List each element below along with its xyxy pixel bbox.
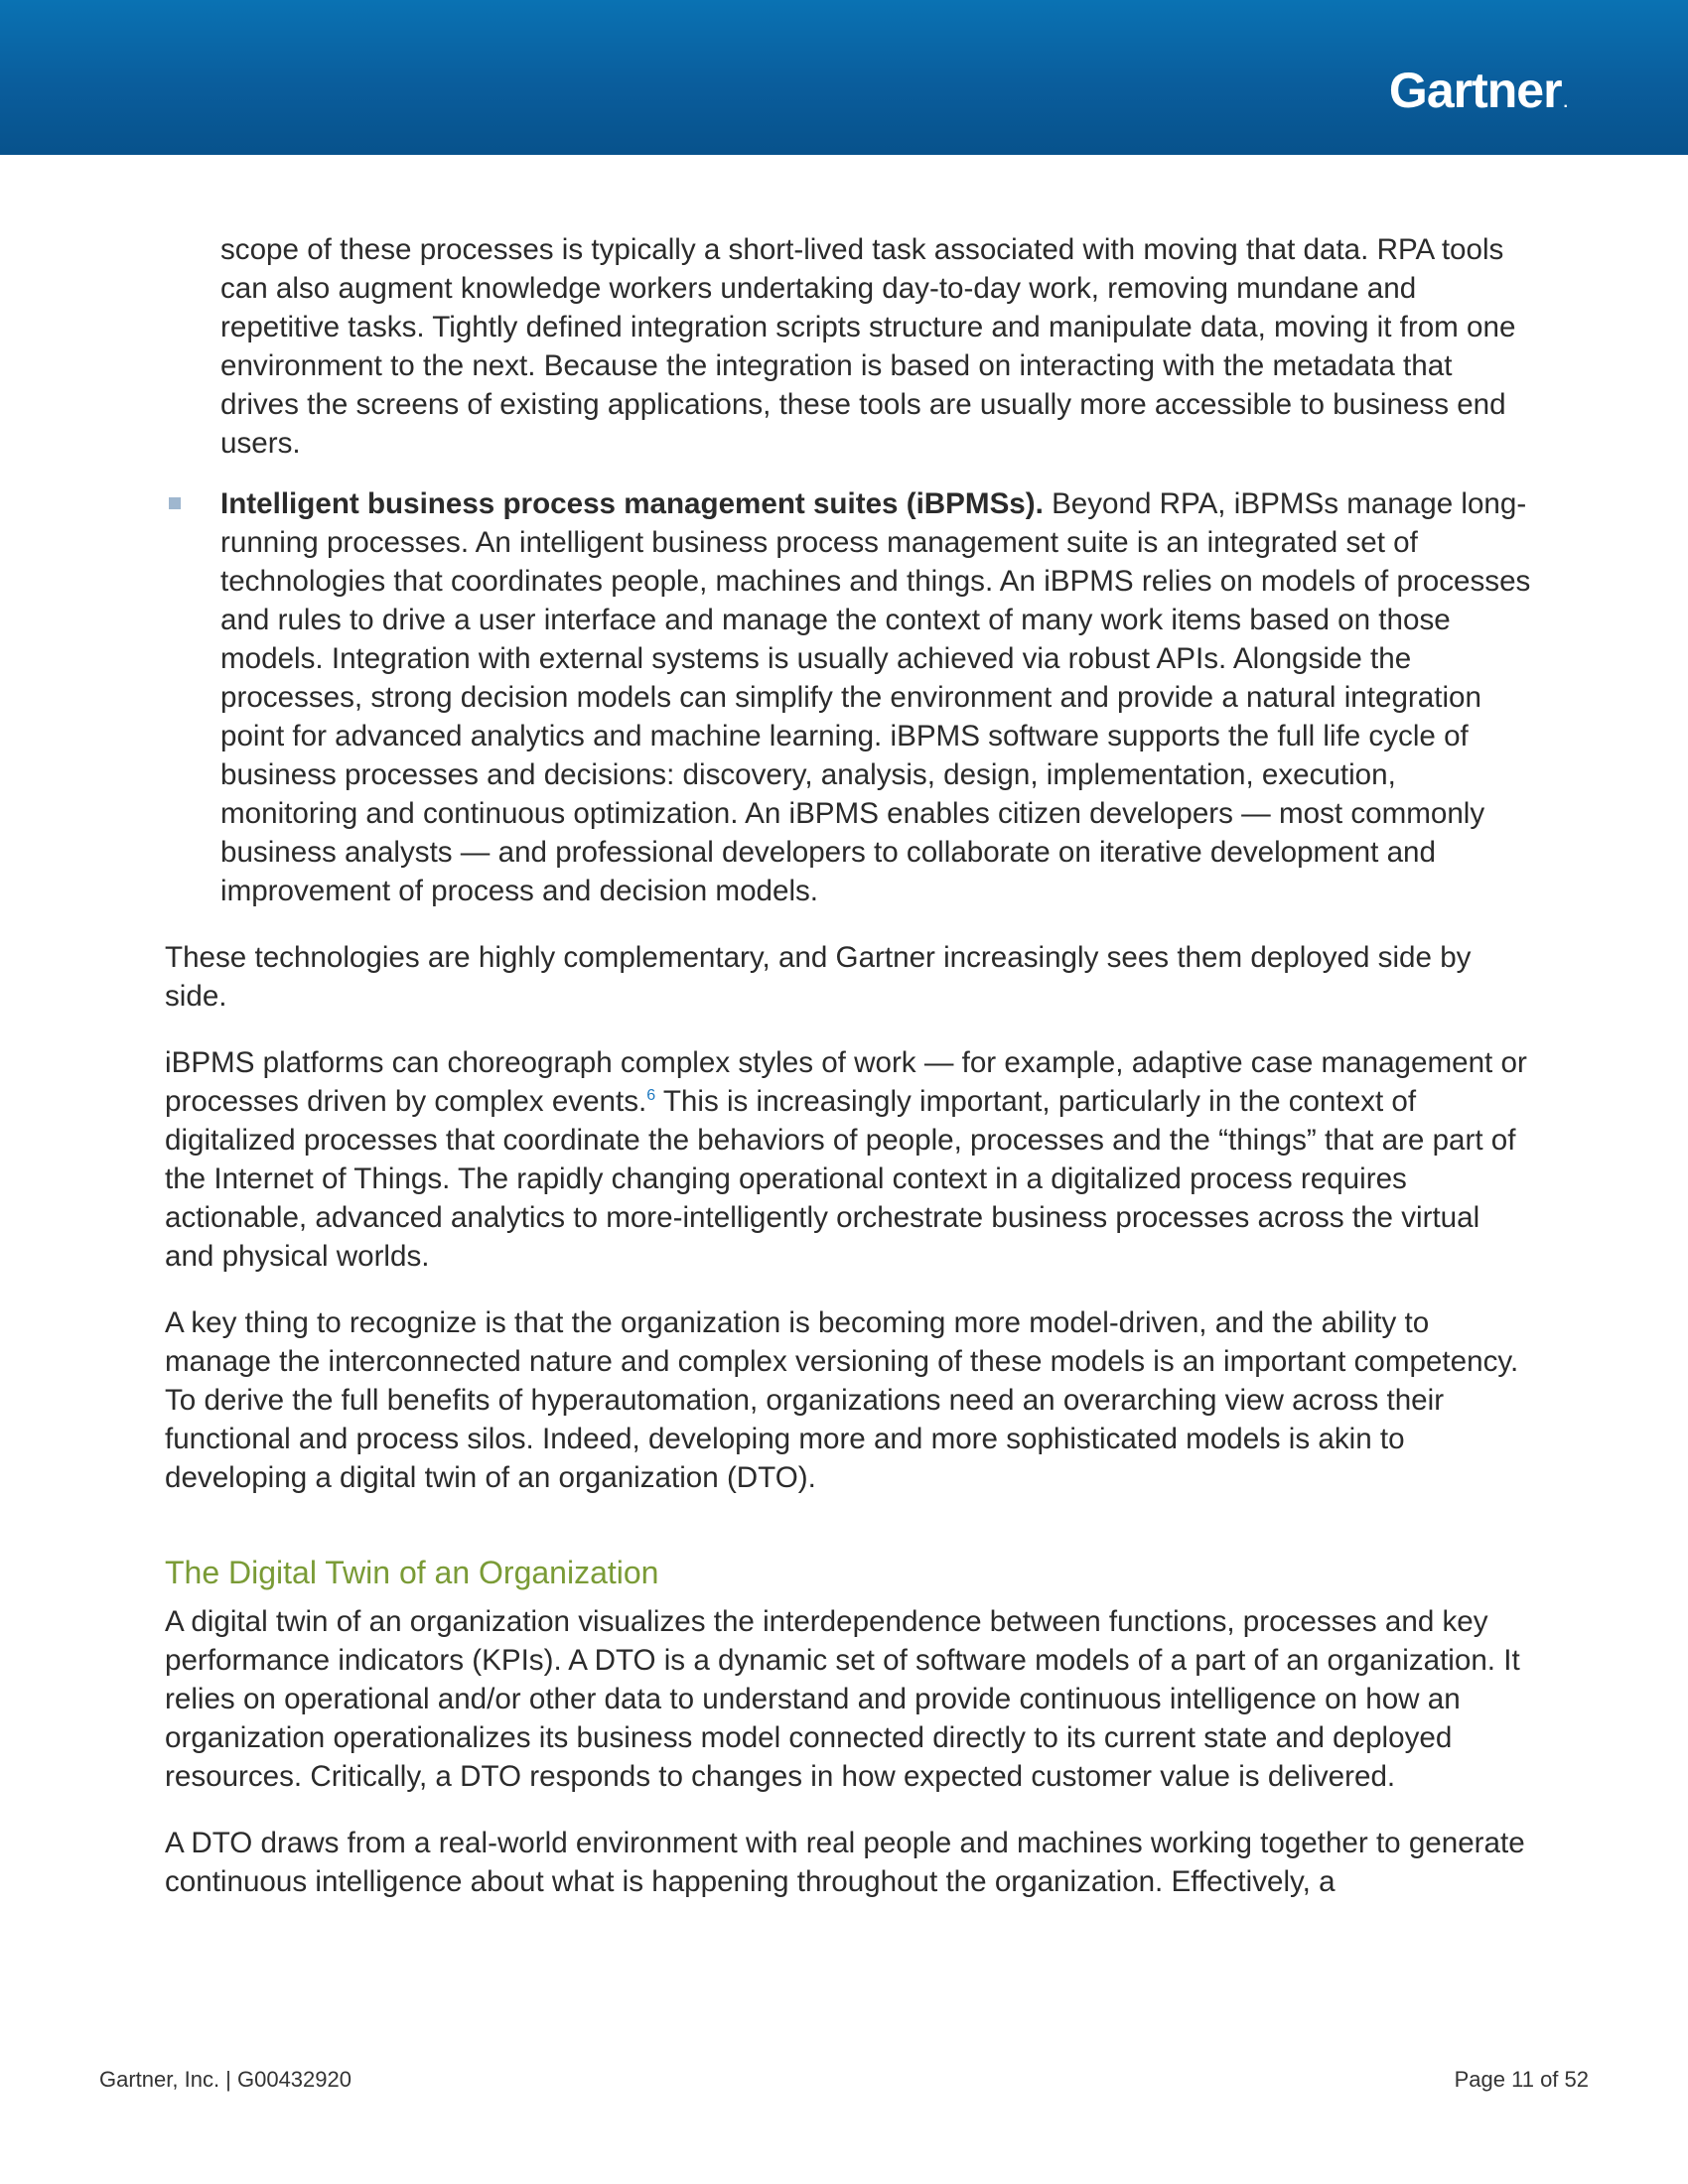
logo-text: Gartner [1388,63,1562,118]
page-content [165,230,1535,1901]
paragraph-ibpms-part2: This is increasingly important, particularly in the context of digitalized processes that coordinate the behaviors of people, processes and the “things” that are part of the Internet of Things. The rapidly changing operational context in a digitalized process requires actionable, advanced analytics to more-intelligently orchestrate business processes across the virtual and physical worlds. [165,1085,1516,1273]
paragraph-ibpms-platforms [165,1043,1535,1276]
paragraph-complementary: These technologies are highly complementary, and Gartner increasingly sees them deployed side by side. [165,941,1472,1013]
paragraph-dto-realworld: A DTO draws from a real-world environment with real people and machines working together to generate continuous intelligence about what is happening throughout the organization. Effectively, a [165,1827,1525,1898]
logo-dot: . [1563,94,1567,111]
footer-page-number: Page 11 of 52 [1454,2067,1589,2092]
footnote-link[interactable]: 6 [646,1087,656,1105]
continued-paragraph: scope of these processes is typically a short-lived task associated with moving that data. RPA tools can also augment knowledge workers undertaking day-to-day work, removing mundane and repetitive tasks. Tightly defined integration scripts structure and manipulate data, moving it from one environment to the next. Because the integration is based on interacting with the metadata that drives the screens of existing applications, these tools are usually more accessible to business end users. [220,233,1516,460]
footer-document-id: Gartner, Inc. | G00432920 [99,2067,352,2092]
paragraph-model-driven: A key thing to recognize is that the organization is becoming more model-driven, and the ability to manage the interconnected nature and complex versioning of these models is an important competency. To derive the full benefits of hyperautomation, organizations need an overarching view across their functional and process silos. Indeed, developing more and more sophisticated models is akin to developing a digital twin of an organization (DTO). [165,1306,1519,1494]
bullet-text: Beyond RPA, iBPMSs manage long-running processes. An intelligent business process management suite is an integrated set of technologies that coordinates people, machines and things. An iBPMS relies on models of processes and rules to drive a user interface and manage the context of many work items based on those models. Integration with external systems is usually achieved via robust APIs. Alongside the processes, strong decision models can simplify the environment and provide a natural integration point for advanced analytics and machine learning. iBPMS software supports the full life cycle of business processes and decisions: discovery, analysis, design, implementation, execution, monitoring and continuous optimization. An iBPMS enables citizen developers — most commonly business analysts — and professional developers to collaborate on iterative development and improvement of process and decision models. [220,487,1531,907]
bullet-title: Intelligent business process management suites (iBPMSs). [220,487,1044,520]
paragraph-ibpms-part1: iBPMS platforms can choreograph complex styles of work — for example, adaptive case management or processes driven by complex events. [165,1046,1527,1118]
list-item-ibpms [165,484,1535,910]
section-heading: The Digital Twin of an Organization [165,1555,659,1590]
bullet-paragraph [220,484,1535,910]
header-band [0,0,1688,155]
paragraph-dto-definition: A digital twin of an organization visualizes the interdependence between functions, processes and key performance indicators (KPIs). A DTO is a dynamic set of software models of a part of an organization. It relies on operational and/or other data to understand and provide continuous intelligence on how an organization operationalizes its business model connected directly to its current state and deployed resources. Critically, a DTO responds to changes in how expected customer value is delivered. [165,1605,1520,1793]
gartner-logo [1388,63,1567,118]
square-bullet-icon [169,497,181,509]
